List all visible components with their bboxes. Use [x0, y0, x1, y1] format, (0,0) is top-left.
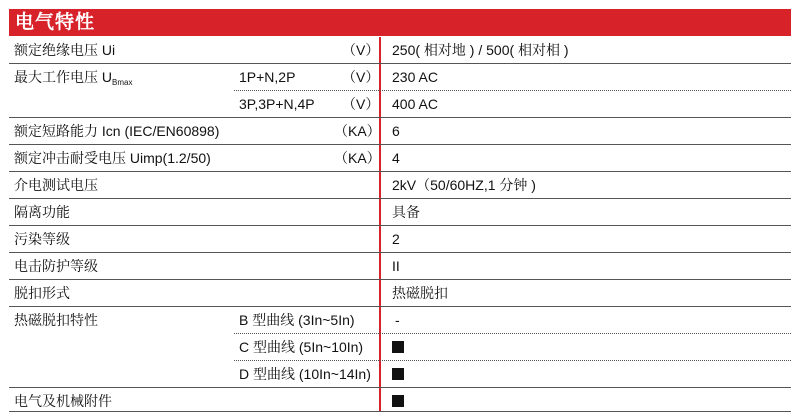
row-unit: （V） [342, 96, 380, 112]
spec-table [9, 37, 791, 412]
row-label: 脱扣形式 [14, 285, 70, 301]
row-value-marker [392, 334, 404, 360]
row-value: II [392, 258, 400, 274]
row-unit: （V） [342, 42, 380, 58]
row-unit: （KA） [334, 123, 381, 139]
row-label: 介电测试电压 [14, 177, 98, 193]
row-label: 隔离功能 [14, 204, 70, 220]
row-condition: 1P+N,2P [239, 69, 296, 85]
row-unit: （KA） [334, 150, 381, 166]
row-value-dash: - [395, 312, 400, 328]
row-value: 6 [392, 123, 400, 139]
row-label: 额定短路能力 Icn (IEC/EN60898) [14, 123, 220, 139]
section-header [9, 9, 791, 36]
section-title: 电气特性 [15, 11, 96, 33]
row-value: 具备 [392, 204, 420, 220]
filled-square-icon [392, 368, 404, 380]
row-unit: （V） [342, 69, 380, 85]
filled-square-icon [392, 395, 404, 407]
row-value: 热磁脱扣 [392, 285, 448, 301]
row-condition: D 型曲线 (10In~14In) [239, 366, 371, 382]
row-value: 250( 相对地 ) / 500( 相对相 ) [392, 42, 569, 58]
row-rule [9, 225, 791, 226]
row-label: 电气及机械附件 [14, 393, 112, 409]
sub-row-rule [234, 90, 791, 91]
row-value: 4 [392, 150, 400, 166]
row-value: 2 [392, 231, 400, 247]
row-label: 热磁脱扣特性 [14, 312, 98, 328]
row-label: 污染等级 [14, 231, 70, 247]
row-value: 2kV（50/60HZ,1 分钟 ) [392, 177, 536, 193]
row-condition: C 型曲线 (5In~10In) [239, 339, 364, 355]
row-rule [9, 252, 791, 253]
row-label: 额定绝缘电压 Ui [14, 42, 116, 58]
row-condition: 3P,3P+N,4P [239, 96, 315, 112]
row-value: 230 AC [392, 69, 438, 85]
row-rule [9, 411, 791, 412]
row-label: 额定冲击耐受电压 Uimp(1.2/50) [14, 150, 211, 166]
row-condition: B 型曲线 (3In~5In) [239, 312, 355, 328]
label-subscript: Bmax [112, 78, 133, 87]
row-value-marker [392, 361, 404, 387]
row-value: 400 AC [392, 96, 438, 112]
row-label: 电击防护等级 [14, 258, 98, 274]
row-rule [9, 306, 791, 307]
filled-square-icon [392, 341, 404, 353]
row-label: 最大工作电压 $U_{Bmax}$ [14, 69, 133, 87]
